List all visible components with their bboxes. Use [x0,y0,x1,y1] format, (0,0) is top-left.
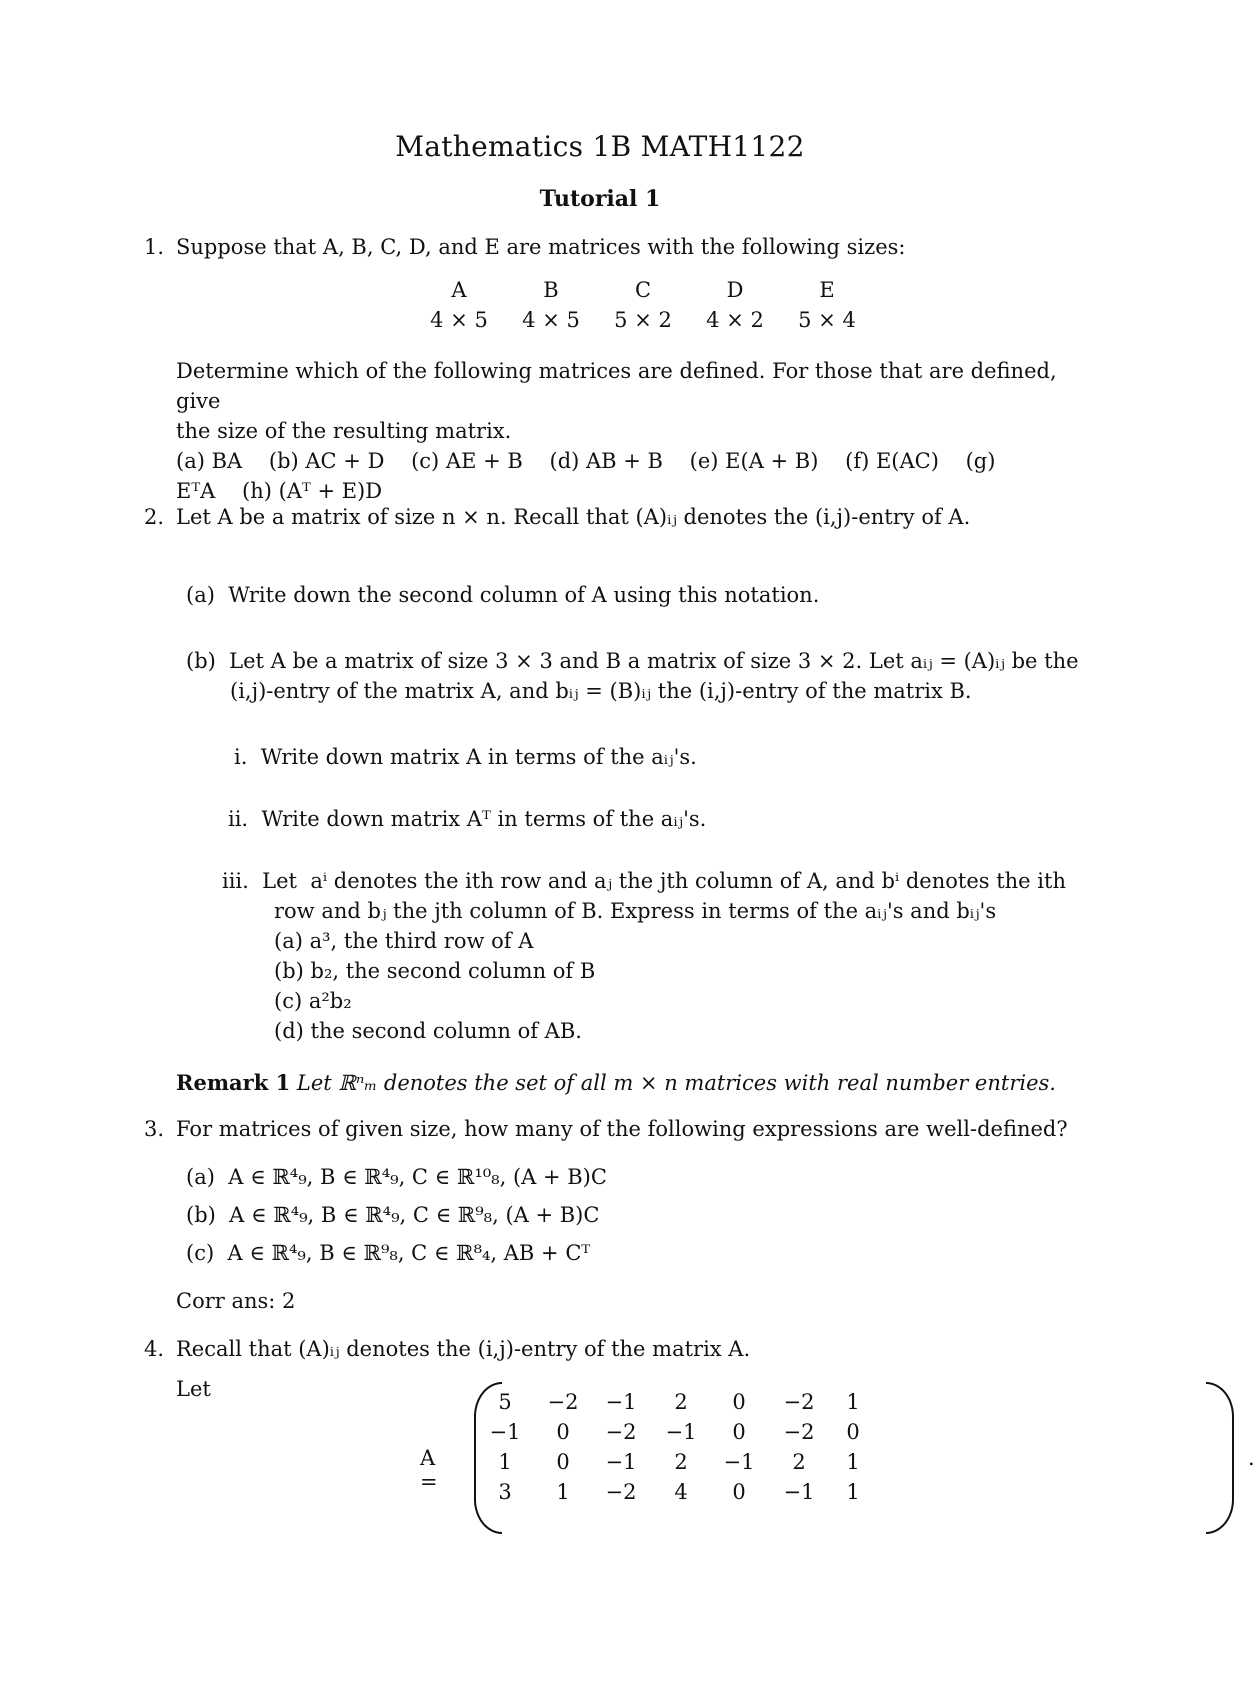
matrix-entry: −2 [783,1390,815,1414]
question-3b: (b) A ∈ ℝ⁴₉, B ∈ ℝ⁴₉, C ∈ ℝ⁹₈, (A + B)C [186,1203,600,1227]
question-2b-iii-line1: iii. Let aⁱ denotes the ith row and aⱼ the jth column of A, and bⁱ denotes the ith [222,869,1066,893]
question-parts: EᵀA (h) (Aᵀ + E)D [176,479,383,503]
question-2b-iii-b: (b) b₂, the second column of B [274,959,596,983]
question-3c: (c) A ∈ ℝ⁴₉, B ∈ ℝ⁹₈, C ∈ ℝ⁸₄, AB + Cᵀ [186,1241,591,1265]
matrix-entry: 0 [556,1420,570,1444]
matrix-entry: 1 [498,1450,512,1474]
question-4-let: Let [176,1377,211,1401]
question-1 [144,232,1096,262]
matrix-entry: 2 [674,1450,688,1474]
matrix-entry: 5 [498,1390,512,1414]
matrix-entry: −1 [783,1480,815,1504]
matrix-entry: −2 [547,1390,579,1414]
page-title: Mathematics 1B MATH1122 [395,130,805,163]
page-subtitle: Tutorial 1 [539,186,661,212]
question-text: Suppose that A, B, C, D, and E are matrices with the following sizes: [176,235,906,259]
matrix-entry: −2 [783,1420,815,1444]
question-number: 2. [144,505,165,529]
size-table-name: E [819,278,835,302]
size-table-name: B [543,278,559,302]
matrix-entry: 2 [674,1390,688,1414]
matrix-entry: 1 [846,1480,860,1504]
size-table-size: 5 × 2 [614,308,672,332]
question-2b-iii-d: (d) the second column of AB. [274,1019,582,1043]
question-3-answer: Corr ans: 2 [176,1289,296,1313]
matrix-entry: −1 [723,1450,755,1474]
size-table-size: 4 × 5 [430,308,488,332]
matrix-entry: 0 [556,1450,570,1474]
question-text: For matrices of given size, how many of the following expressions are well-defined? [176,1117,1068,1141]
matrix-entry: −1 [665,1420,697,1444]
remark-label: Remark 1 [176,1070,291,1095]
matrix-entry: 0 [846,1420,860,1444]
size-table-name: C [634,278,652,302]
matrix-entry: −1 [489,1420,521,1444]
matrix-entry: 4 [674,1480,688,1504]
matrix-entry: 3 [498,1480,512,1504]
question-2a: (a) Write down the second column of A using this notation. [186,583,820,607]
size-table-name: D [726,278,744,302]
question-2b-iii-c: (c) a²b₂ [274,989,352,1013]
question-text: the size of the resulting matrix. [176,419,512,443]
question-4 [144,1334,1096,1364]
question-text: Let A be a matrix of size n × n. Recall that (A)ᵢⱼ denotes the (i,j)-entry of A. [176,505,971,529]
question-1-body [176,356,1096,506]
matrix-entry: −1 [605,1450,637,1474]
matrix-entry: −1 [605,1390,637,1414]
question-text: Determine which of the following matrices are defined. For those that are defined, give [176,359,1057,413]
question-2b-iii-line2: row and bⱼ the jth column of B. Express in terms of the aᵢⱼ's and bᵢⱼ's [274,899,997,923]
matrix-entry: 0 [732,1480,746,1504]
question-2b-line2: (i,j)-entry of the matrix A, and bᵢⱼ = (B)ᵢⱼ the (i,j)-entry of the matrix B. [230,679,972,703]
matrix-entry: 2 [792,1450,806,1474]
question-2b-ii: ii. Write down matrix Aᵀ in terms of the aᵢⱼ's. [228,807,707,831]
remark [176,1068,1096,1098]
question-number: 4. [144,1337,165,1361]
matrix-entry: −2 [605,1480,637,1504]
matrix-entry: 1 [556,1480,570,1504]
matrix-entry: −2 [605,1420,637,1444]
size-table-name: A [451,278,467,302]
matrix-entry: 1 [846,1390,860,1414]
question-3 [144,1114,1096,1144]
matrix-lhs: A = [420,1446,438,1494]
size-table-size: 4 × 5 [522,308,580,332]
question-number: 1. [144,235,165,259]
question-3a: (a) A ∈ ℝ⁴₉, B ∈ ℝ⁴₉, C ∈ ℝ¹⁰₈, (A + B)C [186,1165,607,1189]
matrix-entry: 0 [732,1420,746,1444]
question-2b-iii-a: (a) a³, the third row of A [274,929,534,953]
question-parts: (a) BA (b) AC + D (c) AE + B (d) AB + B (e) E(A + B) (f) E(AC) (g) [176,449,996,473]
right-parenthesis [1206,1382,1234,1534]
matrix-period: . [1248,1446,1255,1470]
size-table-size: 4 × 2 [706,308,764,332]
question-2b-line1: (b) Let A be a matrix of size 3 × 3 and B a matrix of size 3 × 2. Let aᵢⱼ = (A)ᵢⱼ be the [186,649,1079,673]
matrix-entry: 0 [732,1390,746,1414]
size-table-size: 5 × 4 [798,308,856,332]
question-2 [144,502,1096,532]
question-number: 3. [144,1117,165,1141]
remark-text: Let ℝⁿₘ denotes the set of all m × n matrices with real number entries. [296,1071,1056,1095]
question-2b-i: i. Write down matrix A in terms of the aᵢⱼ's. [234,745,697,769]
matrix-entry: 1 [846,1450,860,1474]
question-text: Recall that (A)ᵢⱼ denotes the (i,j)-entry of the matrix A. [176,1337,751,1361]
